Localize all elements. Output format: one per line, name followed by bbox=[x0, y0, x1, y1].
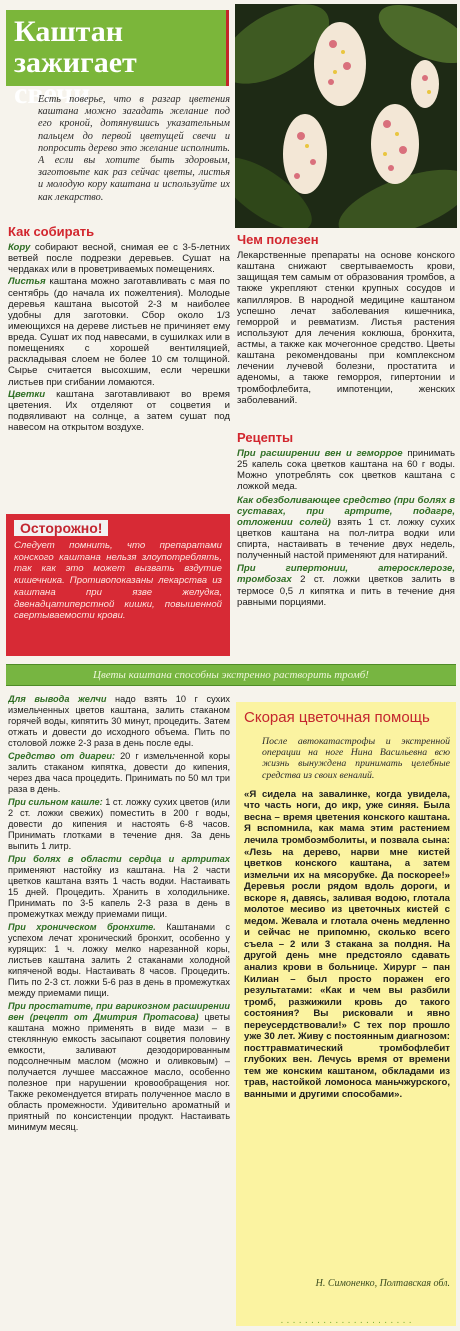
remedy-text: цветы каштана можно применять в виде мази – в стеклянную емкость засыпают соцветия половину емкости, заливают дезодорированным подсолнечным маслом (можно и оливковым) – получается лучшее массажное масло, особенно полезное при нарушении кровообращения ног. Также рекомендуется втирать полученное масло в область промежности. Удивительно ароматный и приятный по консистенции продукт. Настаивать минимум месяц. bbox=[8, 1012, 230, 1132]
benefits-text: Лекарственные препараты на основе конского каштана снижают свертываемость крови, защищая тем самым от образования тромбов, а также укрепляют стенки крупных сосудов и капилляров. В народной медицине каштаном успешно лечат заболевания кишечника, геморрой и ревматизм. Листья растения используют для лечения коклюша, бронхита, астмы, а также как мочегонное средство. Цветы каштана рекомендованы при комплексном лечении лучевой болезни, простатита и аденомы, а также геморроя, гипертонии и тромбофлебита, импотенции, женских заболеваний. bbox=[237, 250, 455, 406]
remedy-item bbox=[8, 854, 230, 920]
caution-heading: Осторожно! bbox=[14, 520, 108, 536]
remedy-item bbox=[8, 751, 230, 795]
article-title-text: Каштан зажигает свечи bbox=[14, 15, 137, 110]
remedy-term: При сильном кашле: bbox=[8, 797, 103, 807]
remedy-term: При простатите, при варикозном расширении вен (рецепт от Дмитрия Протасова) bbox=[8, 1001, 230, 1022]
remedy-term: При хроническом бронхите. bbox=[8, 922, 156, 932]
remedy-item bbox=[8, 694, 230, 749]
chestnut-photo bbox=[235, 4, 457, 228]
section-heading-benefits: Чем полезен bbox=[237, 232, 319, 247]
leaves-text: каштана можно заготавливать с мая по сентябрь (до начала их пожелтения). Молодые деревья каштана высотой 2-3 м наиболее удобны для заготовки. Сбор около 1/3 имеющихся на дереве листьев не причиняет ему вреда. Сушат их под навесами, в сушилках или в помещениях с хорошей вентиляцией, раскладывая слоем не более 10 см толщиной. Сырье считается высохшим, если черешки листьев при сгибании ломаются. bbox=[8, 276, 230, 388]
section-heading-recipes: Рецепты bbox=[237, 430, 294, 445]
remedies-list bbox=[8, 694, 230, 1326]
section-heading-how-to-collect: Как собирать bbox=[8, 224, 95, 239]
remedy-text: применяют настойку из каштана. На 2 части цветков каштана взять 1 часть водки. Настаивать 15 дней. Процедить. Хранить в холодильнике. Принимать по 3-5 капель 2-3 раза в день в промежутках между приемами пищи. bbox=[8, 865, 230, 919]
remedy-text: 20 г измельченной коры залить стаканом кипятка, довести до кипения, через два часа процедить. Принимать по 50 мл три раза в день. bbox=[8, 751, 230, 794]
first-aid-lead: После автокатастрофы и экстренной операции на ноге Нина Васильевна всю жизнь вынуждена принимать целебные средства из своих веналий. bbox=[262, 736, 450, 781]
recipe-3-term: При гипертонии, атеросклерозе, тромбозах bbox=[237, 563, 455, 586]
first-aid-story: «Я сидела на завалинке, когда увидела, что часть ноги, до икр, уже синяя. Была весна – время цветения конского каштана. Я вспомнила, как мама этим растением лечила тромбоэмболиты, и позвала сына: «Лезь на дерево, нарви мне кистей цветков конского каштана, а затем измельчи их на мясорубке. Да поскорее!» Деревья росли рядом вдоль дороги, и вскоре я, давясь, заливая водою, глотала молотое месиво из цветочных кистей с медом. Жевала и глотала очень медленно и сейчас не припомню, сколько всего съела – 2 или 3 стакана за полдня. На другой день мне предстояло сдавать анализ крови в больнице. Хирург – пан Килиан – был просто поражен его результатами: «Как и чем вы разбили тромб, разжижили кровь до такого состояния? Вы рисковали и явно переусердствовали!» С тех пор прошло уже 30 лет. Живу с постоянным диагнозом: посттравматический тромбофлебит глубоких вен. Лечусь время от времени тем же конским каштаном, обкладами из трав, настойкой ломоноса маньчжурского, ванными и другими способами». bbox=[244, 788, 450, 1101]
remedy-text: 1 ст. ложку сухих цветов (или 2 ст. ложки свежих) поместить в 200 г воды, довести до кипения и настоять 6-8 часов. Принимать глотками в течение дня. За день выпить 1 литр. bbox=[8, 797, 230, 851]
remedy-term: При болях в области сердца и артритах bbox=[8, 854, 230, 864]
caution-box bbox=[6, 514, 230, 656]
recipes-body bbox=[237, 448, 455, 656]
recipe-2-term: Как обезболивающее средство (при болях в суставах, при артрите, подагре, отложении солей) bbox=[237, 494, 455, 528]
first-aid-heading: Скорая цветочная помощь bbox=[244, 709, 430, 726]
recipe-1-term: При расширении вен и геморрое bbox=[237, 448, 403, 459]
recipe-3-text: 2 ст. ложки цветков залить в термосе 0,5 л кипятка и пить в течение дня равными порциями. bbox=[237, 574, 455, 608]
decorative-dots: · · · · · · · · · · · · · · · · · · · · · · bbox=[280, 1317, 412, 1328]
remedy-item bbox=[8, 922, 230, 999]
bark-text: собирают весной, снимая ее с 3-5-летних ветвей после подрезки деревьев. Сушат на чердаках или в проветриваемых помещениях. bbox=[8, 242, 230, 276]
chestnut-flowers-illustration bbox=[235, 4, 457, 228]
leaves-term: Листья bbox=[8, 276, 46, 288]
remedy-item bbox=[8, 1001, 230, 1133]
flowers-text: каштана заготавливают во время цветения. Их отделяют от соцветия и подвяливают на солнце, а затем сушат под навесом на открытом воздухе. bbox=[8, 388, 230, 433]
caution-text: Следует помнить, что препаратами конского каштана нельзя злоупотреблять, так как это может вызвать вздутие кишечника. Противопоказаны лекарства из каштана при язве желудка, двенадцатиперстной кишки, повышенной свертываемости крови. bbox=[14, 540, 222, 622]
article-title bbox=[6, 10, 229, 110]
remedy-text: Каштанами с успехом лечат хронический бронхит, особенно у курящих: 1 ч. ложку мелко нарезанной коры, листьев каштана залить 2 стаканами холодной кипяченой воды. Настаивать 8 часов. Процедить. Пить по 2-3 ст. ложки 5-6 раз в день в промежутках между приемами пищи. bbox=[8, 922, 230, 998]
recipe-1-text: принимать 25 капель сока цветков каштана на 60 г воды. Можно употреблять сок цветков каштана с ложкой меда. bbox=[237, 448, 455, 493]
remedy-term: Средство от диареи: bbox=[8, 751, 116, 761]
first-aid-signature: Н. Симоненко, Полтавская обл. bbox=[315, 1277, 450, 1289]
remedy-text: надо взять 10 г сухих измельченных цветов каштана, залить стаканом горячей воды, кипятить 30 минут, процедить. Затем отжать и довести до исходного объема. Пить по столовой ложке 2-3 раза в день после еды. bbox=[8, 694, 230, 748]
bark-term: Кору bbox=[8, 242, 31, 253]
banner: Цветы каштана способны экстренно растворить тромб! bbox=[6, 664, 456, 686]
intro-text: Есть поверье, что в разгар цветения каштана можно загадать желание под его кроной, дотянувшись указательным пальцем до первой цветущей свечи и попросить дерево это желание исполнить. А если вы хотите быть здоровым, заготовьте как раз сейчас цветы, листья и молодую кору каштана и используйте их как лекарство. bbox=[38, 94, 230, 203]
remedy-item bbox=[8, 797, 230, 852]
remedy-term: Для вывода желчи bbox=[8, 694, 107, 704]
how-to-collect-body bbox=[8, 242, 230, 508]
flowers-term: Цветки bbox=[8, 388, 46, 400]
recipe-2-text: взять 1 ст. ложку сухих цветков каштана на пол-литра водки или спирта, настаивать в течение двух недель, полученный настой применяют для натираний. bbox=[237, 516, 455, 562]
first-aid-box bbox=[236, 702, 456, 1326]
